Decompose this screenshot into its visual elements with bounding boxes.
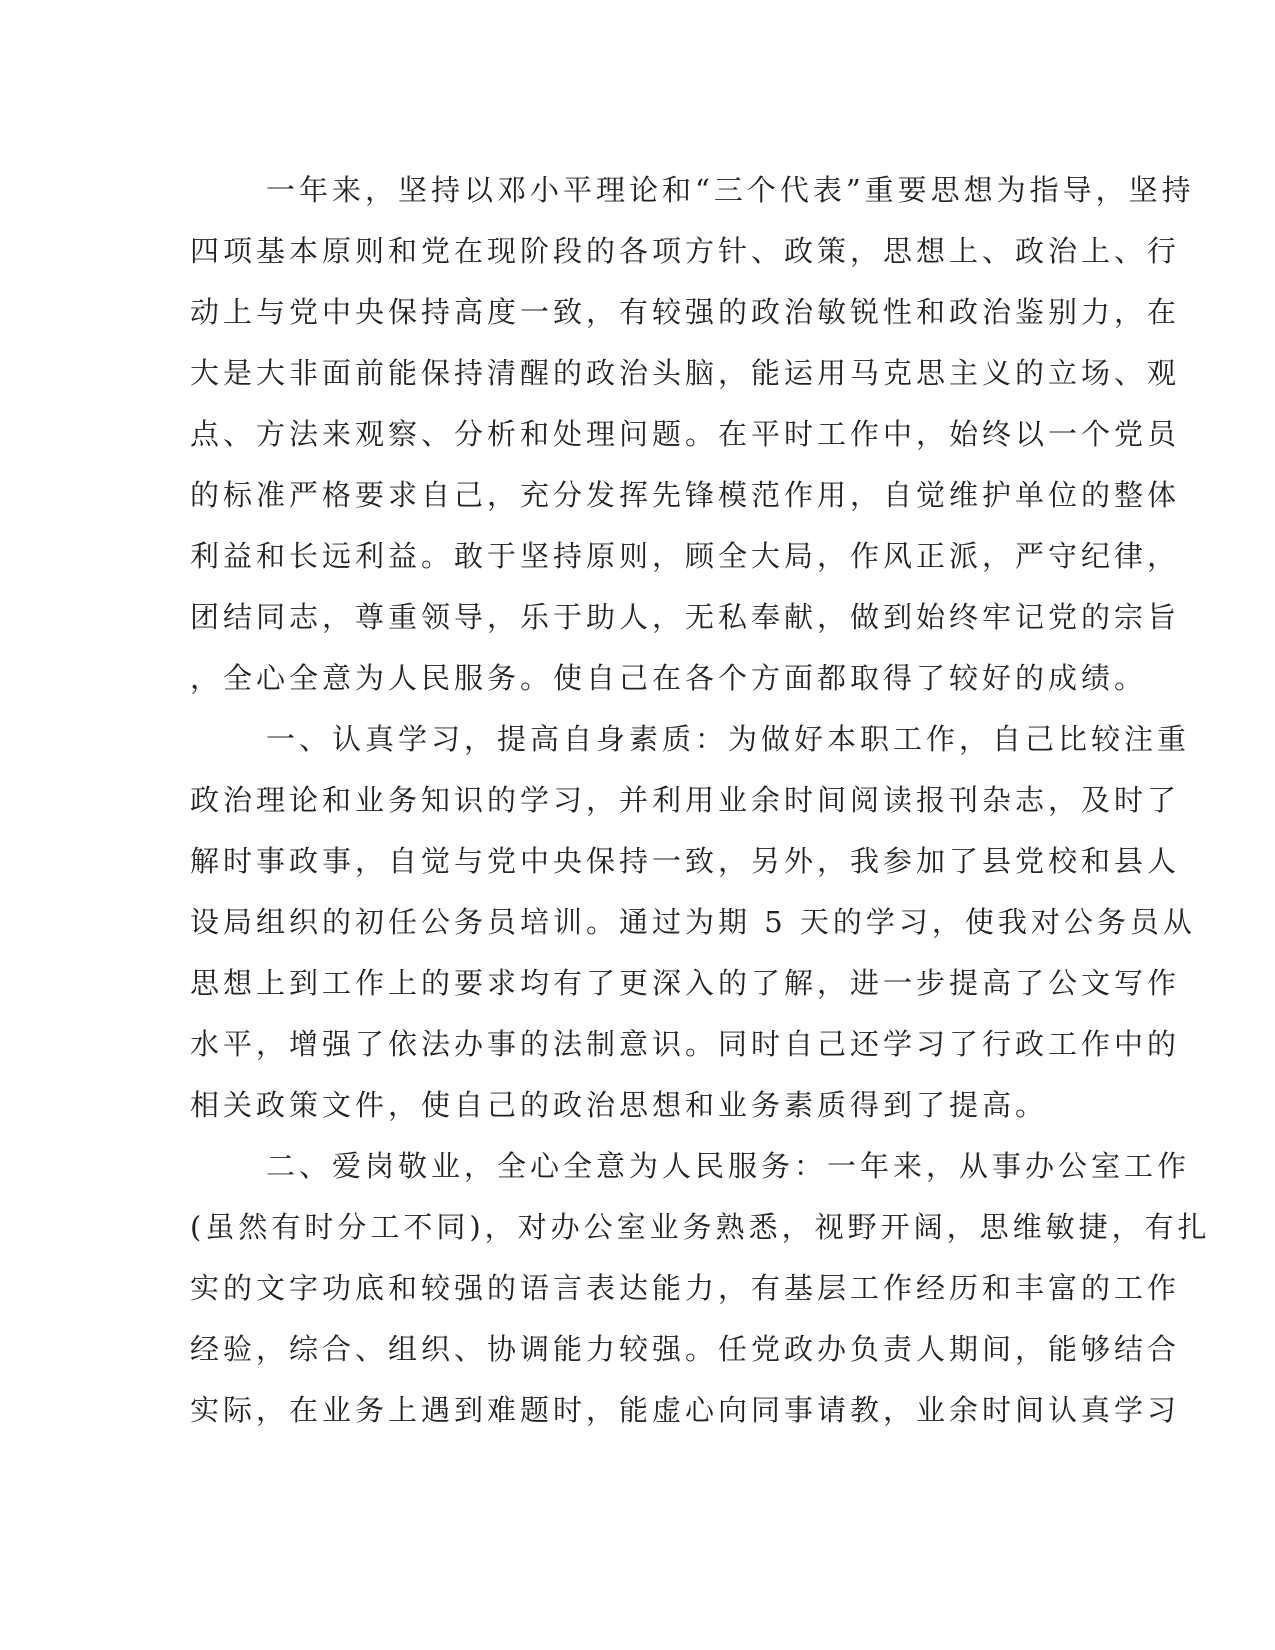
text-line: (虽然有时分工不同)，对办公室业务熟悉，视野开阔，思维敏捷，有扎	[190, 1210, 1211, 1244]
text-line: 大是大非面前能保持清醒的政治头脑，能运用马克思主义的立场、观	[190, 356, 1181, 390]
text-line: 利益和长远利益。敢于坚持原则，顾全大局，作风正派，严守纪律，	[190, 539, 1181, 573]
text-line: ，全心全意为人民服务。使自己在各个方面都取得了较好的成绩。	[190, 661, 1148, 695]
text-line: 相关政策文件，使自己的政治思想和业务素质得到了提高。	[190, 1088, 1049, 1122]
text-line: 四项基本原则和党在现阶段的各项方针、政策，思想上、政治上、行	[190, 234, 1181, 268]
text-line: 实的文字功底和较强的语言表达能力，有基层工作经历和丰富的工作	[190, 1271, 1181, 1305]
text-line: 水平，增强了依法办事的法制意识。同时自己还学习了行政工作中的	[190, 1027, 1181, 1061]
paragraph-3	[190, 1136, 1211, 1441]
text-line: 一、认真学习，提高自身素质：为做好本职工作，自己比较注重	[266, 722, 1191, 756]
paragraph-2	[190, 709, 1196, 1136]
text-line: 点、方法来观察、分析和处理问题。在平时工作中，始终以一个党员	[190, 417, 1181, 451]
text-line: 政治理论和业务知识的学习，并利用业余时间阅读报刊杂志，及时了	[190, 783, 1181, 817]
text-line: 的标准严格要求自己，充分发挥先锋模范作用，自觉维护单位的整体	[190, 478, 1181, 512]
text-line: 动上与党中央保持高度一致，有较强的政治敏锐性和政治鉴别力，在	[190, 295, 1181, 329]
text-line: 实际，在业务上遇到难题时，能虚心向同事请教，业余时间认真学习	[190, 1393, 1181, 1427]
text-line: 思想上到工作上的要求均有了更深入的了解，进一步提高了公文写作	[190, 966, 1181, 1000]
document-body	[190, 160, 1211, 1441]
text-line: 设局组织的初任公务员培训。通过为期 5 天的学习，使我对公务员从	[190, 905, 1196, 939]
text-line: 二、爱岗敬业，全心全意为人民服务：一年来，从事办公室工作	[266, 1149, 1191, 1183]
text-line: 经验，综合、组织、协调能力较强。任党政办负责人期间，能够结合	[190, 1332, 1181, 1366]
paragraph-1	[190, 160, 1195, 709]
text-line: 解时事政事，自觉与党中央保持一致，另外，我参加了县党校和县人	[190, 844, 1181, 878]
text-line: 一年来，坚持以邓小平理论和“三个代表”重要思想为指导，坚持	[266, 173, 1195, 207]
text-line: 团结同志，尊重领导，乐于助人，无私奉献，做到始终牢记党的宗旨	[190, 600, 1181, 634]
